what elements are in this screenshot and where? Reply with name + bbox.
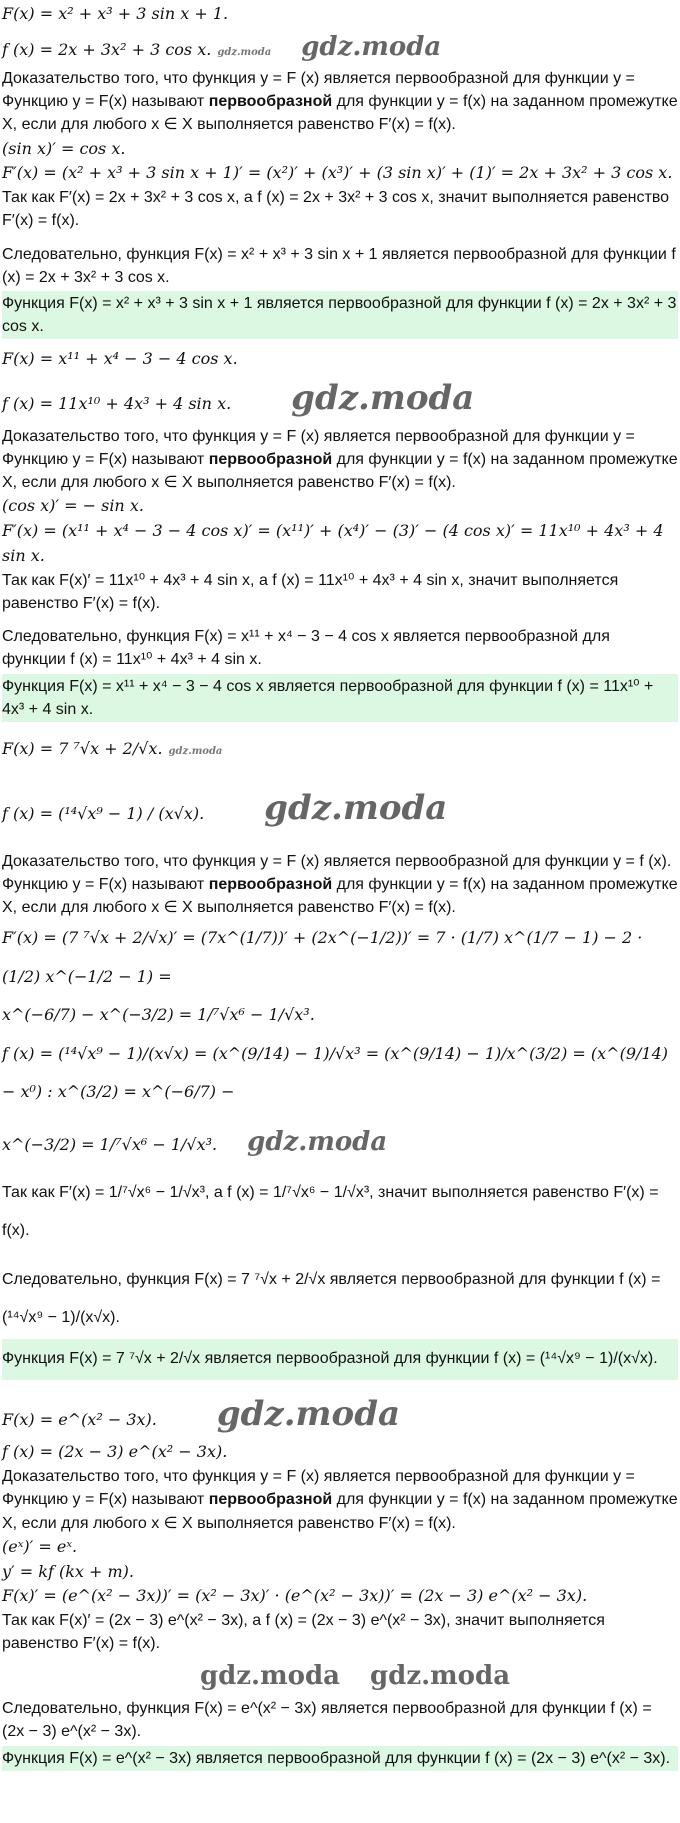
derivation-step: x^(−3/2) = 1/⁷√x⁶ − 1/√x³. gdz.moda [2, 1111, 678, 1173]
watermark: gdz.moda [301, 31, 442, 62]
function-formula: f (x) = (¹⁴√x⁹ − 1) / (x√x). gdz.moda [2, 768, 678, 850]
antiderivative-formula: F(x) = x² + x³ + 3 sin x + 1. [2, 4, 229, 23]
antiderivative-formula: F(x) = x¹¹ + x⁴ − 3 − 4 cos x. [2, 349, 238, 369]
proof-heading: Доказательство того, что функция y = F (x) является первообразной для функции y = [2, 1468, 635, 1486]
watermark: gdz.moda [217, 46, 272, 58]
function-formula: f (x) = (2x − 3) e^(x² − 3x). [2, 1442, 228, 1462]
watermark: gdz.moda [216, 1393, 401, 1434]
answer-highlight: Функция F(x) = x² + x³ + 3 sin x + 1 является первообразной для функции f (x) = 2x + 3x² + 3 cos x. [2, 291, 678, 339]
derivation-step: (cos x)′ = − sin x. [2, 496, 144, 516]
proof-heading: Доказательство того, что функция y = F (x) является первообразной для функции y = [2, 427, 635, 445]
watermark: gdz.moda [291, 378, 475, 419]
conclusion-text: Следовательно, функция F(x) = x¹¹ + x⁴ − 3 − 4 cos x является первообразной для функции f (x) = 11x¹⁰ + 4x³ + 4 sin x. [2, 628, 610, 669]
solution-section-2 [2, 347, 678, 722]
answer-highlight: Функция F(x) = 7 ⁷√x + 2/√x является первообразной для функции f (x) = (¹⁴√x⁹ − 1)/(x√x). [2, 1339, 678, 1379]
answer-highlight: Функция F(x) = e^(x² − 3x) является первообразной для функции f (x) = (2x − 3) e^(x² − 3x). [2, 1746, 678, 1771]
function-formula: f (x) = 11x¹⁰ + 4x³ + 4 sin x. gdz.moda [2, 372, 678, 425]
watermark: gdz.moda [264, 788, 448, 829]
comparison-text: Так как F′(x) = 1/⁷√x⁶ − 1/√x³, а f (x) = 1/⁷√x⁶ − 1/√x³, значит выполняется равенство F′(x) = f(x). [2, 1183, 659, 1240]
derivation-step: y′ = kf (kx + m). [2, 1561, 134, 1581]
comparison-text: Так как F′(x) = 2x + 3x² + 3 cos x, а f (x) = 2x + 3x² + 3 cos x, значит выполняется равенство F′(x) = f(x). [2, 189, 670, 230]
definition-text: Функцию y = F(x) называют первообразной для функции y = f(x) на заданном промежутке X, если для любого x ∈ X выполняется равенство F′(x) = f(x). [2, 1491, 678, 1532]
conclusion-text: Следовательно, функция F(x) = e^(x² − 3x) является первообразной для функции f (x) = (2x − 3) e^(x² − 3x). [2, 1700, 652, 1741]
answer-highlight: Функция F(x) = x¹¹ + x⁴ − 3 − 4 cos x является первообразной для функции f (x) = 11x¹⁰ + 4x³ + 4 sin x. [2, 674, 678, 722]
derivation-step: (eˣ)′ = eˣ. [2, 1536, 78, 1556]
watermark: gdz.moda [168, 745, 223, 757]
derivation-step: (sin x)′ = cos x. [2, 138, 126, 158]
proof-heading: Доказательство того, что функция y = F (x) является первообразной для функции y = f (x). [2, 852, 672, 870]
definition-text: Функцию y = F(x) называют первообразной для функции y = f(x) на заданном промежутке X, если для любого x ∈ X выполняется равенство F′(x) = f(x). [2, 451, 678, 492]
solution-section-4 [2, 1388, 678, 1771]
definition-text: Функцию y = F(x) называют первообразной для функции y = f(x) на заданном промежутке X, если для любого x ∈ X выполняется равенство F′(x) = f(x). [2, 876, 678, 917]
conclusion-text: Следовательно, функция F(x) = x² + x³ + 3 sin x + 1 является первообразной для функции f (x) = 2x + 3x² + 3 cos x. [2, 245, 676, 286]
solution-section-3 [2, 730, 678, 1380]
watermark: gdz.moda [199, 1660, 340, 1691]
comparison-text: Так как F(x)′ = 11x¹⁰ + 4x³ + 4 sin x, а f (x) = 11x¹⁰ + 4x³ + 4 sin x, значит выполняется равенство F′(x) = f(x). [2, 571, 619, 612]
watermark: gdz.moda [370, 1660, 511, 1691]
derivation-step: F′(x) = (x¹¹ + x⁴ − 3 − 4 cos x)′ = (x¹¹)′ + (x⁴)′ − (3)′ − (4 cos x)′ = 11x¹⁰ + 4x³ + 4 sin x. [2, 521, 664, 566]
derivation-step: F′(x) = (7 ⁷√x + 2/√x)′ = (7x^(1/7))′ + (2x^(−1/2))′ = 7 · (1/7) x^(1/7 − 1) − 2 · (1/2) x^(−1/2 − 1) = [2, 928, 643, 986]
proof-heading: Доказательство того, что функция y = F (x) является первообразной для функции y = [2, 70, 635, 88]
derivation-step: x^(−6/7) − x^(−3/2) = 1/⁷√x⁶ − 1/√x³. [2, 1005, 315, 1025]
derivation-step: F′(x) = (x² + x³ + 3 sin x + 1)′ = (x²)′ + (x³)′ + (3 sin x)′ + (1)′ = 2x + 3x² + 3 cos x. [2, 163, 673, 183]
comparison-text: Так как F(x)′ = (2x − 3) e^(x² − 3x), а f (x) = (2x − 3) e^(x² − 3x), значит выполняется равенство F′(x) = f(x). [2, 1612, 605, 1653]
watermark-row [2, 1658, 678, 1696]
watermark: gdz.moda [247, 1127, 388, 1158]
solution-section-1 [2, 2, 678, 339]
derivation-step: f (x) = (¹⁴√x⁹ − 1)/(x√x) = (x^(9/14) − 1)/√x³ = (x^(9/14) − 1)/x^(3/2) = (x^(9/14) − x⁰) : x^(3/2) = x^(−6/7) − [2, 1043, 668, 1102]
derivation-step: F(x)′ = (e^(x² − 3x))′ = (x² − 3x)′ · (e^(x² − 3x))′ = (2x − 3) e^(x² − 3x). [2, 1586, 588, 1606]
antiderivative-formula: F(x) = 7 ⁷√x + 2/√x. gdz.moda [2, 730, 678, 768]
conclusion-text: Следовательно, функция F(x) = 7 ⁷√x + 2/√x является первообразной для функции f (x) = (¹⁴√x⁹ − 1)/(x√x). [2, 1270, 661, 1326]
antiderivative-formula: F(x) = e^(x² − 3x). gdz.moda [2, 1388, 678, 1441]
definition-text: Функцию y = F(x) называют первообразной для функции y = f(x) на заданном промежутке X, если для любого x ∈ X выполняется равенство F′(x) = f(x). [2, 93, 678, 134]
function-formula: f (x) = 2x + 3x² + 3 cos x. gdz.moda gdz.moda [2, 27, 678, 67]
